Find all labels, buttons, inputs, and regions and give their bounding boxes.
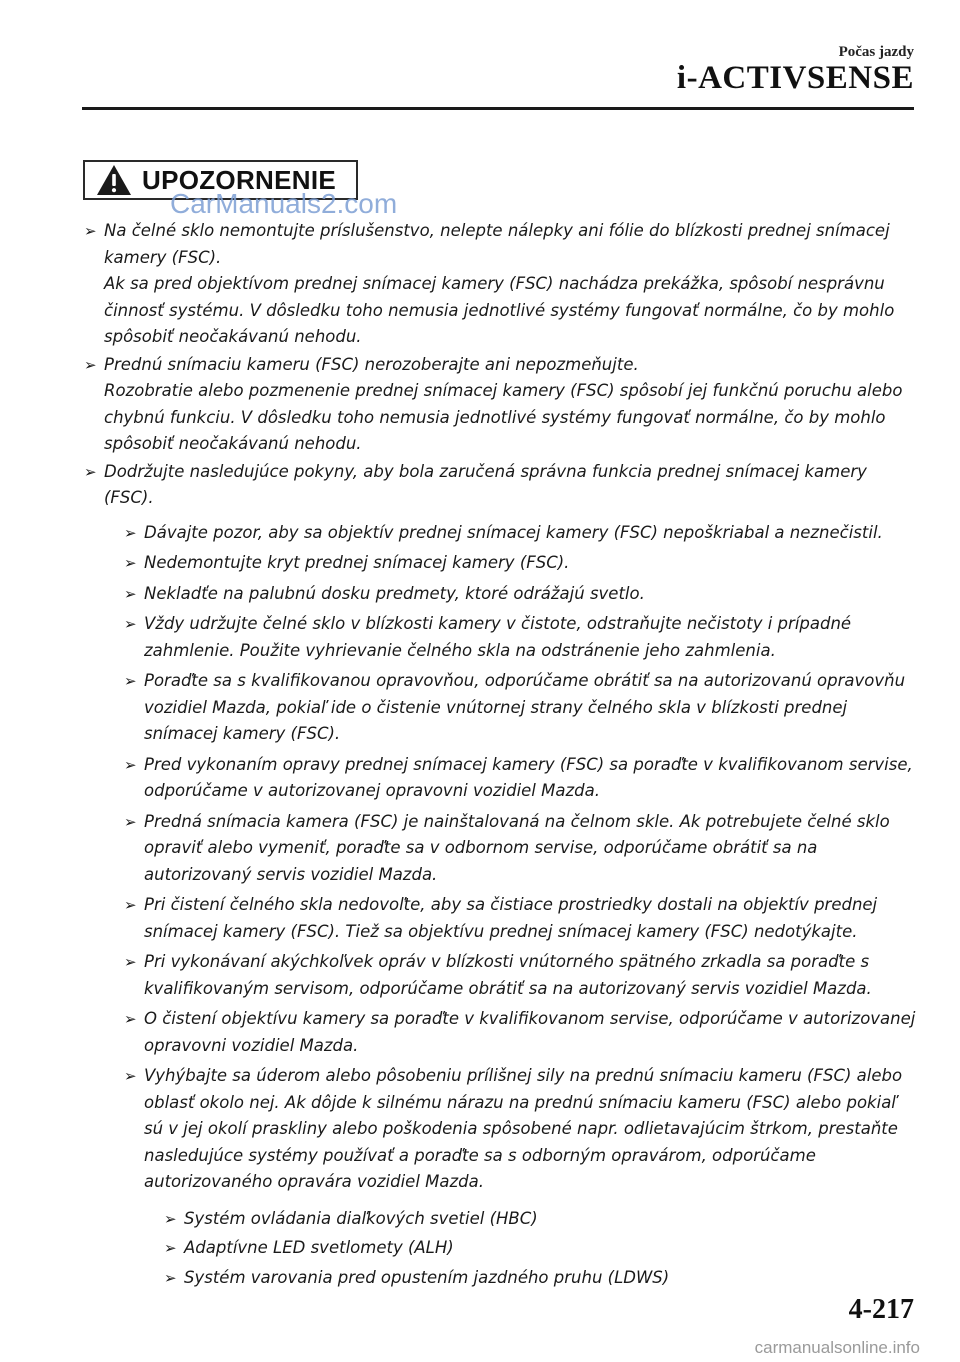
- bullet-arrow-icon: ➢: [124, 523, 137, 542]
- bullet-arrow-icon: ➢: [124, 554, 137, 572]
- sub-list-item: [124, 520, 920, 547]
- sub-list-item: [124, 949, 920, 1002]
- bullet-arrow-icon: ➢: [164, 1268, 177, 1287]
- item-line: Ak sa pred objektívom prednej snímacej kamery (FSC) nachádza prekážka, spôsobí nesprávnu činnosť systému. V dôsledku toho nemusia jednotlivé systémy fungovať normálne, čo by mohlo spôsobiť neočakávanú nehodu.: [104, 274, 895, 346]
- header-section-label: Počas jazdy: [838, 44, 914, 60]
- bullet-arrow-icon: ➢: [124, 896, 137, 914]
- sub-list-item: [124, 1063, 920, 1291]
- header-rule: [82, 107, 914, 110]
- sub-list-item: [124, 809, 920, 889]
- bullet-arrow-icon: ➢: [124, 755, 137, 774]
- sub-list-item: [124, 611, 920, 664]
- sub-item-text: Nedemontujte kryt prednej snímacej kamery (FSC).: [144, 553, 570, 572]
- sub-item-text: Dávajte pozor, aby sa objektív prednej snímacej kamery (FSC) nepoškriabal a neznečistil.: [144, 522, 883, 542]
- sub-item-text: Predná snímacia kamera (FSC) je nainštalovaná na čelnom skle. Ak potrebujete čelné sklo opraviť alebo vymeniť, poraďte sa v odbornom servise, odporúčame obrátiť sa na autorizovaný servis vozidiel Mazda.: [144, 811, 890, 884]
- list-item: [84, 459, 920, 1292]
- warning-triangle-icon: [95, 163, 133, 197]
- list-item: [84, 218, 920, 351]
- sub-list-item: [124, 752, 920, 805]
- system-item: [164, 1206, 920, 1233]
- bullet-arrow-icon: ➢: [124, 953, 137, 971]
- sub-list-item: [124, 550, 920, 577]
- system-item: [164, 1265, 920, 1292]
- item-line: Prednú snímaciu kameru (FSC) nerozoberajte ani nepozmeňujte.: [104, 354, 639, 374]
- sub-list: [124, 520, 920, 1292]
- bullet-arrow-icon: ➢: [124, 812, 137, 831]
- sub-list-item: [124, 1006, 920, 1059]
- sub-item-text: Pred vykonaním opravy prednej snímacej kamery (FSC) sa poraďte v kvalifikovanom servise, odporúčame v autorizovanej opravovni vozidiel Mazda.: [144, 754, 913, 800]
- sub-item-text: Vyhýbajte sa úderom alebo pôsobeniu prílišnej sily na prednú snímaciu kameru (FSC) alebo oblasť okolo nej. Ak dôjde k silnému nárazu na prednú snímaciu kameru (FSC) alebo pokiaľ sú v jej okolí praskliny alebo poškodenia spôsobené napr. odlietavajúcim štrkom, prestaňte nasledujúce systémy používať a poraďte sa s odborným opravárom, odporúčame autorizovaného opravára vozidiel Mazda.: [144, 1066, 903, 1191]
- header-title: i-ACTIVSENSE: [676, 60, 914, 96]
- sub-list-item: [124, 581, 920, 608]
- footer-watermark: carmanualsonline.info: [754, 1338, 920, 1357]
- sub-item-text: Vždy udržujte čelné sklo v blízkosti kamery v čistote, odstraňujte nečistoty i prípadné zahmlenie. Použite vyhrievanie čelného skla na odstránenie jeho zahmlenia.: [144, 614, 852, 660]
- sub-item-text: Pri čistení čelného skla nedovoľte, aby sa čistiace prostriedky dostali na objektív prednej snímacej kamery (FSC). Tiež sa objektívu prednej snímacej kamery (FSC) nedotýkajte.: [144, 895, 878, 941]
- bullet-arrow-icon: ➢: [124, 584, 137, 603]
- system-item: [164, 1235, 920, 1262]
- bullet-arrow-icon: ➢: [164, 1209, 177, 1228]
- item-line: Rozobratie alebo pozmenenie prednej snímacej kamery (FSC) spôsobí jej funkčnú poruchu alebo chybnú funkciu. V dôsledku toho nemusia jednotlivé systémy fungovať normálne, čo by mohlo spôsobiť neočakávanú nehodu.: [104, 381, 903, 453]
- systems-list: [164, 1206, 920, 1292]
- bullet-arrow-icon: ➢: [124, 615, 137, 633]
- bullet-arrow-icon: ➢: [124, 1067, 137, 1085]
- item-line: Dodržujte nasledujúce pokyny, aby bola zaručená správna funkcia prednej snímacej kamery (FSC).: [104, 461, 867, 507]
- bullet-arrow-icon: ➢: [164, 1239, 177, 1257]
- warning-label: UPOZORNENIE: [142, 164, 336, 195]
- sub-item-text: Pri vykonávaní akýchkoľvek opráv v blízkosti vnútorného spätného zrkadla sa poraďte s kvalifikovaným servisom, odporúčame obrátiť sa na autorizovaný servis vozidiel Mazda.: [144, 952, 872, 998]
- system-item-text: Systém varovania pred opustením jazdného pruhu (LDWS): [184, 1267, 670, 1287]
- sub-item-text: Nekladťe na palubnú dosku predmety, ktoré odrážajú svetlo.: [144, 583, 645, 603]
- bullet-arrow-icon: ➢: [84, 462, 97, 481]
- bullet-arrow-icon: ➢: [124, 672, 137, 690]
- system-item-text: Adaptívne LED svetlomety (ALH): [184, 1238, 454, 1257]
- sub-item-text: Poraďte sa s kvalifikovanou opravovňou, odporúčame obrátiť sa na autorizovanú opravovňu vozidiel Mazda, pokiaľ ide o čistenie vnútornej strany čelného skla v blízkosti prednej snímacej kamery (FSC).: [144, 671, 906, 743]
- list-item: [84, 352, 920, 458]
- page-number: 4-217: [848, 1294, 914, 1325]
- content: [84, 218, 920, 1295]
- bullet-arrow-icon: ➢: [84, 222, 97, 240]
- item-line: Na čelné sklo nemontujte príslušenstvo, nelepte nálepky ani fólie do blízkosti prednej snímacej kamery (FSC).: [104, 221, 890, 267]
- sub-list-item: [124, 892, 920, 945]
- sub-item-text: O čistení objektívu kamery sa poraďte v kvalifikovanom servise, odporúčame v autorizovanej opravovni vozidiel Mazda.: [144, 1009, 916, 1055]
- watermark: CarManuals2.com: [170, 188, 398, 219]
- bullet-arrow-icon: ➢: [84, 355, 97, 374]
- sub-list-item: [124, 668, 920, 748]
- bullet-arrow-icon: ➢: [124, 1010, 137, 1028]
- system-item-text: Systém ovládania diaľkových svetiel (HBC): [184, 1208, 538, 1228]
